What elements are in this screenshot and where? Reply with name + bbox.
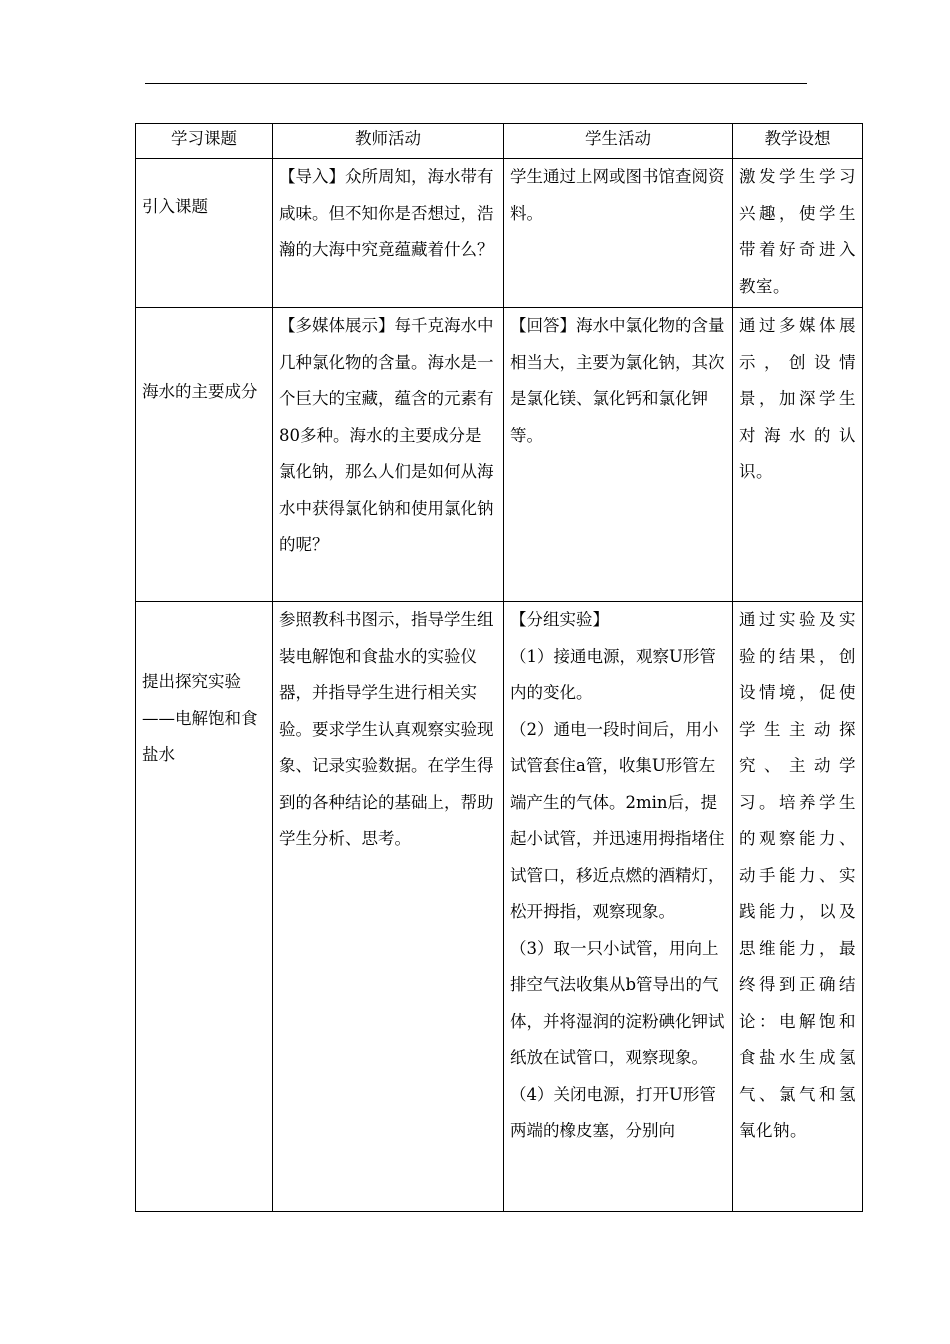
teacher-text: 【多媒体展示】每千克海水中几种氯化物的含量。海水是一个巨大的宝藏，蕴含的元素有80多种。海水的主要成分是氯化钠，那么人们是如何从海水中获得氯化钠和使用氯化钠的呢？ — [279, 316, 494, 554]
teacher-cell — [273, 602, 504, 1212]
design-text: 通过实验及实验的结果，创设情境，促使学生主动探究、主动学习。培养学生的观察能力、动手能力、实践能力，以及思维能力，最终得到正确结论：电解饱和食盐水生成氢气、氯气和氢氧化钠。 — [739, 610, 856, 1140]
student-para: （1）接通电源，观察U形管内的变化。 — [510, 646, 716, 702]
lesson-plan-table — [135, 123, 863, 1212]
topic-text: 海水的主要成分 — [142, 382, 258, 401]
teacher-text: 参照教科书图示，指导学生组装电解饱和食盐水的实验仪器，并指导学生进行相关实验。要求学生认真观察实验现象、记录实验数据。在学生得到的各种结论的基础上，帮助学生分析、思考。 — [279, 610, 494, 848]
topic-cell — [136, 602, 273, 1212]
topic-text: 提出探究实验——电解饱和食盐水 — [142, 672, 258, 764]
teacher-cell — [273, 308, 504, 602]
table-header-row — [136, 124, 863, 159]
table-row — [136, 308, 863, 602]
header-topic: 学习课题 — [136, 124, 273, 159]
header-teacher-activity: 教师活动 — [273, 124, 504, 159]
header-student-activity: 学生活动 — [504, 124, 733, 159]
student-text: 【回答】海水中氯化物的含量相当大，主要为氯化钠，其次是氯化镁、氯化钙和氯化钾等。 — [510, 316, 725, 445]
student-para: （4）关闭电源，打开U形管两端的橡皮塞，分别向 — [510, 1084, 716, 1140]
student-text: 学生通过上网或图书馆查阅资料。 — [510, 167, 725, 223]
design-text: 通过多媒体展示，创设情景，加深学生对海水的认识。 — [739, 316, 856, 481]
teacher-text: 【导入】众所周知，海水带有咸味。但不知你是否想过，浩瀚的大海中究竟蕴藏着什么？ — [279, 167, 494, 259]
student-cell — [504, 159, 733, 308]
student-para: （2）通电一段时间后，用小试管套住a管，收集U形管左端产生的气体。2min后，提起小试管，并迅速用拇指堵住试管口，移近点燃的酒精灯，松开拇指，观察现象。 — [510, 719, 725, 921]
table-row — [136, 602, 863, 1212]
design-cell — [733, 602, 863, 1212]
topic-cell — [136, 159, 273, 308]
teacher-cell — [273, 159, 504, 308]
design-text: 激发学生学习兴趣，使学生带着好奇进入教室。 — [739, 167, 856, 296]
header-rule — [145, 83, 807, 84]
design-cell — [733, 159, 863, 308]
topic-cell — [136, 308, 273, 602]
design-cell — [733, 308, 863, 602]
topic-text: 引入课题 — [142, 197, 208, 216]
student-para: 【分组实验】 — [510, 610, 609, 629]
header-teaching-design: 教学设想 — [733, 124, 863, 159]
student-cell — [504, 308, 733, 602]
student-cell — [504, 602, 733, 1212]
table-row — [136, 159, 863, 308]
student-para: （3）取一只小试管，用向上排空气法收集从b管导出的气体，并将湿润的淀粉碘化钾试纸放在试管口，观察现象。 — [510, 938, 725, 1067]
